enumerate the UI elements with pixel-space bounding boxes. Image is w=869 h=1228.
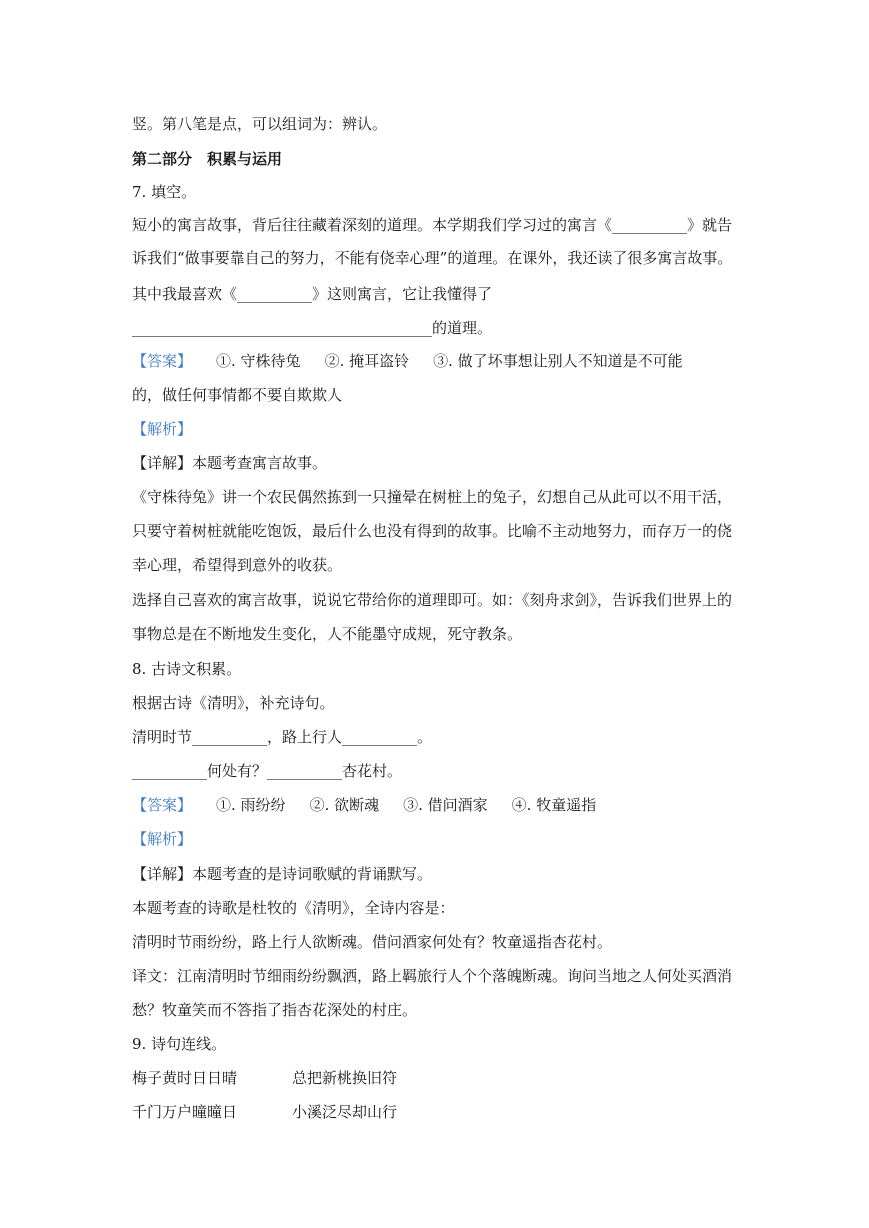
- answer-label: 【答案】: [132, 352, 193, 370]
- answer-item: ③. 做了坏事想让别人不知道是不可能: [433, 352, 683, 370]
- section-title: 第二部分 积累与运用: [132, 150, 283, 168]
- question-7-text: 短小的寓言故事，背后往往藏着深刻的道理。本学期我们学习过的寓言《__________》就告: [132, 216, 733, 234]
- analysis-label: 【解析】: [132, 420, 193, 438]
- continued-text: 竖。第八笔是点，可以组词为：辨认。: [132, 115, 388, 133]
- explanation-text: 译文：江南清明时节细雨纷纷飘洒，路上羁旅行人个个落魄断魂。询问当地之人何处买酒消: [132, 967, 733, 985]
- matching-left: 梅子黄时日日晴: [132, 1069, 238, 1087]
- explanation-text: 清明时节雨纷纷，路上行人欲断魂。借问酒家何处有？牧童遥指杏花村。: [132, 933, 613, 951]
- answer-item: ③. 借问酒家: [403, 796, 488, 814]
- explanation-text: 本题考查的诗歌是杜牧的《清明》，全诗内容是：: [132, 899, 455, 917]
- answer-item: ②. 欲断魂: [309, 796, 380, 814]
- analysis-label: 【解析】: [132, 830, 193, 848]
- answer-item: ①. 守株待兔: [216, 352, 301, 370]
- explanation-text: 《守株待兔》讲一个农民偶然拣到一只撞晕在树桩上的兔子，幻想自己从此可以不用干活，: [132, 488, 733, 506]
- answer-item: ①. 雨纷纷: [216, 796, 286, 814]
- answer-row: [132, 795, 742, 815]
- answer-item: ④. 牧童遥指: [511, 796, 597, 814]
- explanation-text: 愁？牧童笑而不答指了指杏花深处的村庄。: [132, 1001, 418, 1019]
- matching-left: 千门万户曈曈日: [132, 1103, 238, 1121]
- explanation-text: 只要守着树桩就能吃饱饭，最后什么也没有得到的故事。比喻不主动地努力，而存万一的侥: [132, 522, 733, 540]
- question-8-title: 8. 古诗文积累。: [132, 660, 242, 678]
- detail-label: 【详解】本题考查寓言故事。: [132, 454, 328, 472]
- matching-row: [132, 1102, 742, 1122]
- question-8-text: 根据古诗《清明》，补充诗句。: [132, 694, 335, 712]
- answer-row: [132, 351, 742, 371]
- matching-right: 总把新桃换旧符: [292, 1069, 398, 1087]
- answer-label: 【答案】: [132, 796, 193, 814]
- answer-continuation: 的，做任何事情都不要自欺欺人: [132, 386, 343, 404]
- question-7-text: 其中我最喜欢《__________》这则寓言，它让我懂得了: [132, 285, 493, 303]
- explanation-text: 选择自己喜欢的寓言故事，说说它带给你的道理即可。如：《刻舟求剑》，告诉我们世界上的: [132, 591, 733, 609]
- explanation-text: 幸心理，希望得到意外的收获。: [132, 556, 343, 574]
- matching-right: 小溪泛尽却山行: [292, 1103, 398, 1121]
- question-7-text: 诉我们“做事要靠自己的努力，不能有侥幸心理”的道理。在课外，我还读了很多寓言故事。: [132, 249, 733, 267]
- question-7-title: 7. 填空。: [132, 183, 197, 201]
- explanation-text: 事物总是在不断地发生变化，人不能墨守成规，死守教条。: [132, 625, 523, 643]
- question-8-text: 清明时节__________，路上行人__________。: [132, 728, 433, 746]
- question-8-text: __________何处有？__________杏花村。: [132, 762, 403, 780]
- question-9-title: 9. 诗句连线。: [132, 1035, 227, 1053]
- answer-item: ②. 掩耳盗铃: [324, 352, 410, 370]
- question-7-text: ________________________________________的道理。: [132, 319, 493, 337]
- detail-label: 【详解】本题考查的是诗词歌赋的背诵默写。: [132, 865, 433, 883]
- matching-row: [132, 1068, 742, 1088]
